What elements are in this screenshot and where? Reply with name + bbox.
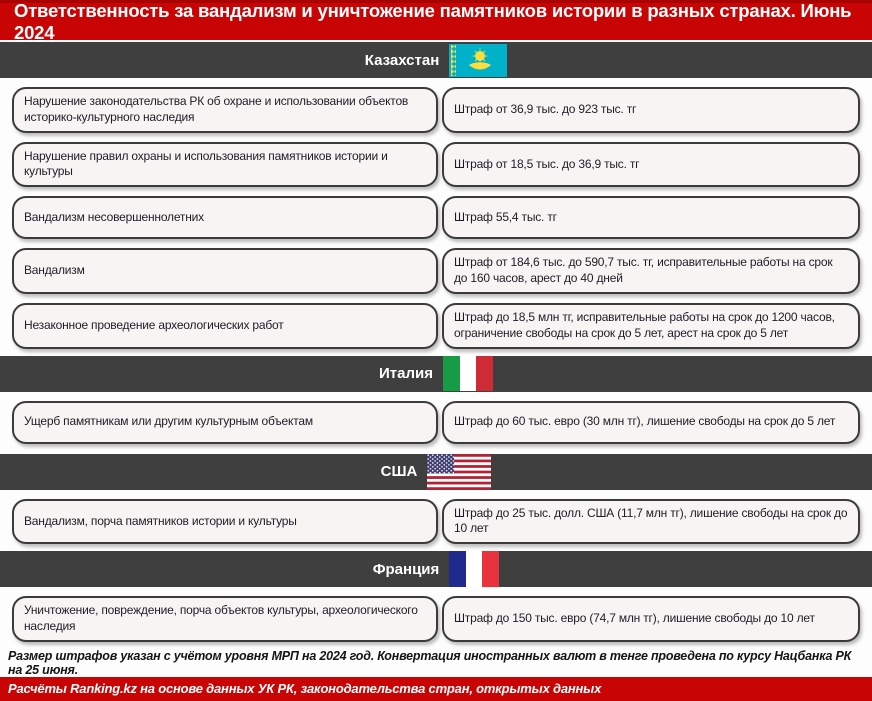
offense-cell: Нарушение законодательства РК об охране и использовании объектов историко-культурного наследия [12,87,438,133]
table-row [12,142,860,188]
title-bar [0,0,872,43]
italy-flag-icon [443,356,493,391]
country-label: США [380,463,418,481]
france-flag-icon [449,551,499,587]
usa-rows [0,490,872,545]
section-bar-france [0,551,872,587]
penalty-cell: Штраф до 25 тыс. долл. США (11,7 млн тг), лишение свободы на срок до 10 лет [442,499,860,545]
source-text: Расчёты Ranking.kz на основе данных УК РК, законодательства стран, открытых данных [8,681,602,697]
page-title: Ответственность за вандализм и уничтожение памятников истории в разных странах. Июнь 2024 [14,0,852,43]
penalty-cell: Штраф до 18,5 млн тг, исправительные работы на срок до 1200 часов, ограничение свободы на срок до 5 лет, арест на срок до 5 лет [442,303,860,349]
table-row [12,499,860,545]
source-bar [0,677,872,701]
offense-cell: Вандализм [12,248,438,294]
table-row [12,303,860,349]
offense-cell: Уничтожение, повреждение, порча объектов культуры, археологического наследия [12,596,438,642]
offense-cell: Вандализм, порча памятников истории и культуры [12,499,438,545]
offense-cell: Нарушение правил охраны и использования памятников истории и культуры [12,142,438,188]
country-label: Казахстан [364,51,440,69]
kazakhstan-flag-icon [449,44,507,77]
penalty-cell: Штраф 55,4 тыс. тг [442,196,860,239]
country-label: Франция [372,560,440,578]
penalty-cell: Штраф от 36,9 тыс. до 923 тыс. тг [442,87,860,133]
offense-cell: Вандализм несовершеннолетних [12,196,438,239]
section-bar-italy [0,356,872,392]
section-bar-usa [0,454,872,490]
table-row [12,596,860,642]
penalty-cell: Штраф до 150 тыс. евро (74,7 млн тг), лишение свободы до 10 лет [442,596,860,642]
offense-cell: Незаконное проведение археологических работ [12,303,438,349]
penalty-cell: Штраф от 184,6 тыс. до 590,7 тыс. тг, исправительные работы на срок до 160 часов, арест до 40 дней [442,248,860,294]
table-row [12,87,860,133]
penalty-cell: Штраф до 60 тыс. евро (30 млн тг), лишение свободы на срок до 5 лет [442,401,860,444]
usa-flag-icon [427,454,491,490]
kazakhstan-rows [0,78,872,349]
country-label: Италия [379,365,433,383]
france-rows [0,587,872,642]
section-bar-kazakhstan [0,42,872,78]
table-row [12,248,860,294]
footnote: Размер штрафов указан с учётом уровня МРП на 2024 год. Конвертация иностранных валют в тенге проведена по курсу Нацбанка РК на 25 июня. [8,648,852,677]
table-row [12,401,860,444]
table-row [12,196,860,239]
offense-cell: Ущерб памятникам или другим культурным объектам [12,401,438,444]
penalty-cell: Штраф от 18,5 тыс. до 36,9 тыс. тг [442,142,860,188]
italy-rows [0,392,872,444]
